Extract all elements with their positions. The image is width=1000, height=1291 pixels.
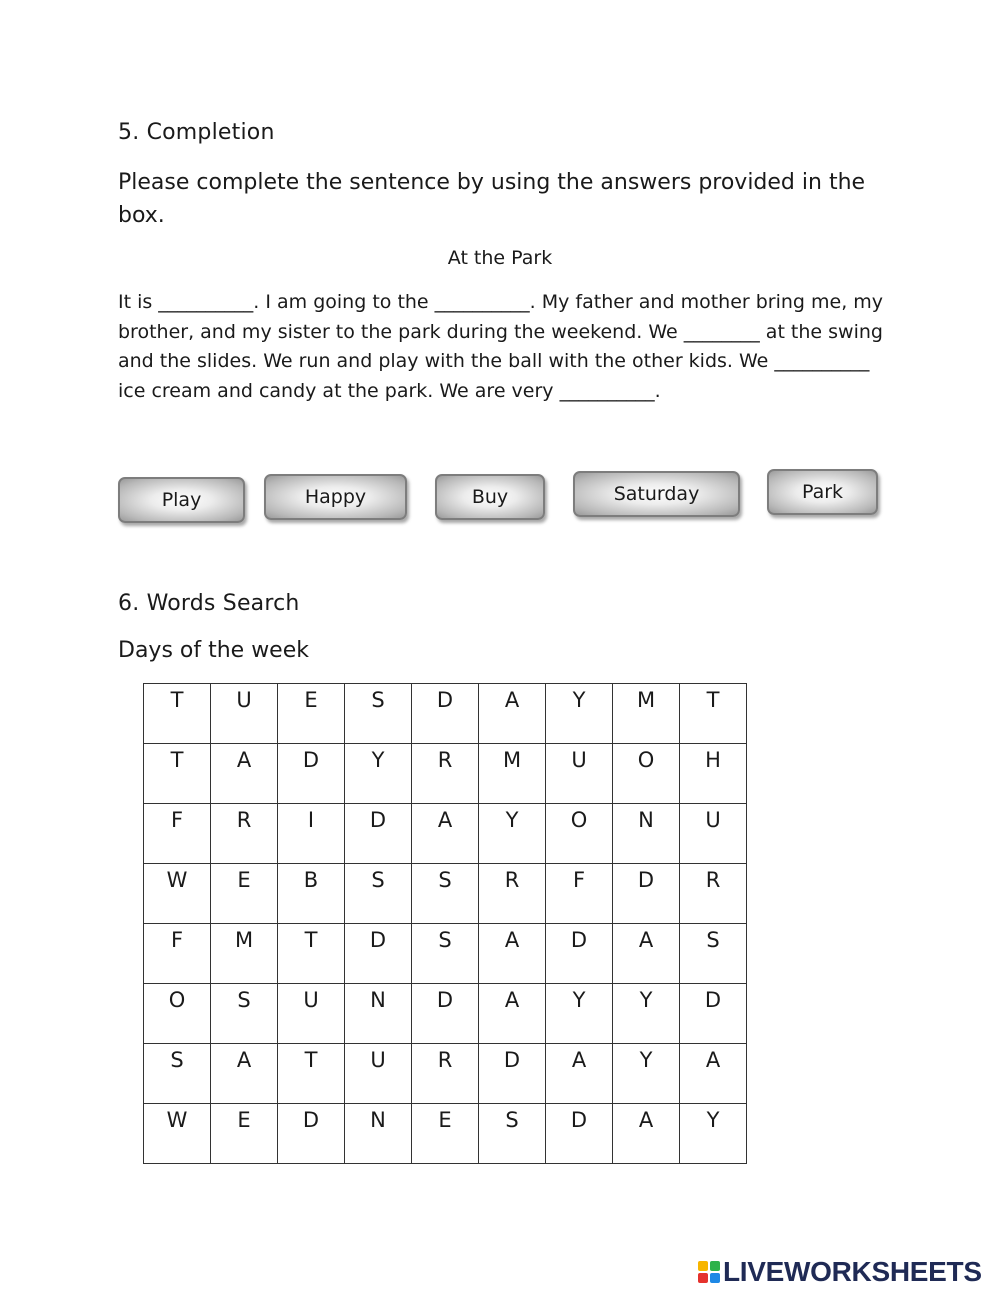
grid-cell[interactable]: A xyxy=(613,924,680,984)
grid-cell[interactable]: D xyxy=(613,864,680,924)
grid-cell[interactable]: T xyxy=(278,924,345,984)
grid-row xyxy=(144,984,747,1044)
grid-cell[interactable]: E xyxy=(211,1104,278,1164)
liveworksheets-logo-icon xyxy=(698,1261,720,1283)
answer-button-park[interactable]: Park xyxy=(767,469,878,515)
grid-cell[interactable]: F xyxy=(144,804,211,864)
brand-footer xyxy=(698,1256,982,1288)
grid-cell[interactable]: R xyxy=(211,804,278,864)
grid-cell[interactable]: A xyxy=(680,1044,747,1104)
section-6-title: 6. Words Search xyxy=(118,591,300,616)
section-5-title: 5. Completion xyxy=(118,120,275,145)
grid-cell[interactable]: M xyxy=(613,684,680,744)
grid-cell[interactable]: Y xyxy=(345,744,412,804)
grid-cell[interactable]: T xyxy=(278,1044,345,1104)
grid-cell[interactable]: A xyxy=(479,924,546,984)
grid-row xyxy=(144,1104,747,1164)
grid-cell[interactable]: N xyxy=(345,1104,412,1164)
brand-name: LIVEWORKSHEETS xyxy=(723,1256,982,1287)
grid-cell[interactable]: F xyxy=(144,924,211,984)
grid-cell[interactable]: M xyxy=(211,924,278,984)
grid-cell[interactable]: Y xyxy=(479,804,546,864)
logo-square-yellow xyxy=(698,1261,708,1271)
grid-cell[interactable]: U xyxy=(345,1044,412,1104)
answer-button-play[interactable]: Play xyxy=(118,477,245,523)
grid-cell[interactable]: R xyxy=(680,864,747,924)
grid-row xyxy=(144,744,747,804)
grid-cell[interactable]: Y xyxy=(680,1104,747,1164)
grid-cell[interactable]: N xyxy=(613,804,680,864)
grid-cell[interactable]: U xyxy=(680,804,747,864)
grid-cell[interactable]: A xyxy=(479,984,546,1044)
grid-cell[interactable]: W xyxy=(144,1104,211,1164)
grid-cell[interactable]: B xyxy=(278,864,345,924)
grid-cell[interactable]: A xyxy=(412,804,479,864)
section-6-subtitle: Days of the week xyxy=(118,638,309,663)
grid-cell[interactable]: D xyxy=(479,1044,546,1104)
grid-cell[interactable]: R xyxy=(479,864,546,924)
grid-row xyxy=(144,804,747,864)
grid-cell[interactable]: S xyxy=(412,864,479,924)
logo-square-red xyxy=(698,1273,708,1283)
grid-cell[interactable]: Y xyxy=(546,984,613,1044)
grid-cell[interactable]: E xyxy=(278,684,345,744)
grid-cell[interactable]: D xyxy=(345,924,412,984)
grid-cell[interactable]: O xyxy=(144,984,211,1044)
grid-cell[interactable]: D xyxy=(546,1104,613,1164)
grid-cell[interactable]: R xyxy=(412,1044,479,1104)
grid-cell[interactable]: D xyxy=(345,804,412,864)
logo-square-green xyxy=(710,1261,720,1271)
grid-cell[interactable]: D xyxy=(278,744,345,804)
grid-row xyxy=(144,924,747,984)
answer-button-saturday[interactable]: Saturday xyxy=(573,471,740,517)
grid-cell[interactable]: A xyxy=(211,1044,278,1104)
grid-cell[interactable]: Y xyxy=(613,984,680,1044)
grid-cell[interactable]: O xyxy=(613,744,680,804)
grid-cell[interactable]: F xyxy=(546,864,613,924)
logo-square-blue xyxy=(710,1273,720,1283)
word-search-grid-body xyxy=(144,684,747,1164)
grid-cell[interactable]: S xyxy=(345,684,412,744)
grid-cell[interactable]: O xyxy=(546,804,613,864)
grid-cell[interactable]: E xyxy=(211,864,278,924)
grid-cell[interactable]: W xyxy=(144,864,211,924)
grid-cell[interactable]: D xyxy=(546,924,613,984)
grid-cell[interactable]: U xyxy=(278,984,345,1044)
grid-row xyxy=(144,1044,747,1104)
grid-cell[interactable]: T xyxy=(144,684,211,744)
grid-cell[interactable]: T xyxy=(680,684,747,744)
word-search-grid xyxy=(143,683,747,1164)
grid-cell[interactable]: A xyxy=(479,684,546,744)
grid-cell[interactable]: D xyxy=(680,984,747,1044)
grid-cell[interactable]: U xyxy=(546,744,613,804)
grid-cell[interactable]: S xyxy=(479,1104,546,1164)
grid-cell[interactable]: Y xyxy=(613,1044,680,1104)
grid-cell[interactable]: U xyxy=(211,684,278,744)
grid-cell[interactable]: H xyxy=(680,744,747,804)
grid-row xyxy=(144,684,747,744)
grid-cell[interactable]: S xyxy=(412,924,479,984)
grid-cell[interactable]: S xyxy=(345,864,412,924)
answer-button-happy[interactable]: Happy xyxy=(264,474,407,520)
grid-cell[interactable]: D xyxy=(412,984,479,1044)
grid-cell[interactable]: E xyxy=(412,1104,479,1164)
grid-cell[interactable]: D xyxy=(412,684,479,744)
grid-cell[interactable]: A xyxy=(211,744,278,804)
grid-cell[interactable]: A xyxy=(613,1104,680,1164)
grid-cell[interactable]: S xyxy=(680,924,747,984)
grid-cell[interactable]: S xyxy=(211,984,278,1044)
grid-cell[interactable]: N xyxy=(345,984,412,1044)
grid-cell[interactable]: Y xyxy=(546,684,613,744)
grid-row xyxy=(144,864,747,924)
section-5-instructions: Please complete the sentence by using the answers provided in the box. xyxy=(118,170,866,228)
grid-cell[interactable]: M xyxy=(479,744,546,804)
grid-cell[interactable]: A xyxy=(546,1044,613,1104)
story-text: It is __________. I am going to the __________. My father and mother bring me, my brother, and my sister to the park during the weekend. We ________ at the swing and the slides. We run and play with the ball with the other kids. We __________ ice cream and candy at the park. We are very __________. xyxy=(118,291,884,402)
answer-button-buy[interactable]: Buy xyxy=(435,474,545,520)
grid-cell[interactable]: I xyxy=(278,804,345,864)
grid-cell[interactable]: T xyxy=(144,744,211,804)
grid-cell[interactable]: S xyxy=(144,1044,211,1104)
story-title: At the Park xyxy=(447,247,553,269)
grid-cell[interactable]: D xyxy=(278,1104,345,1164)
grid-cell[interactable]: R xyxy=(412,744,479,804)
